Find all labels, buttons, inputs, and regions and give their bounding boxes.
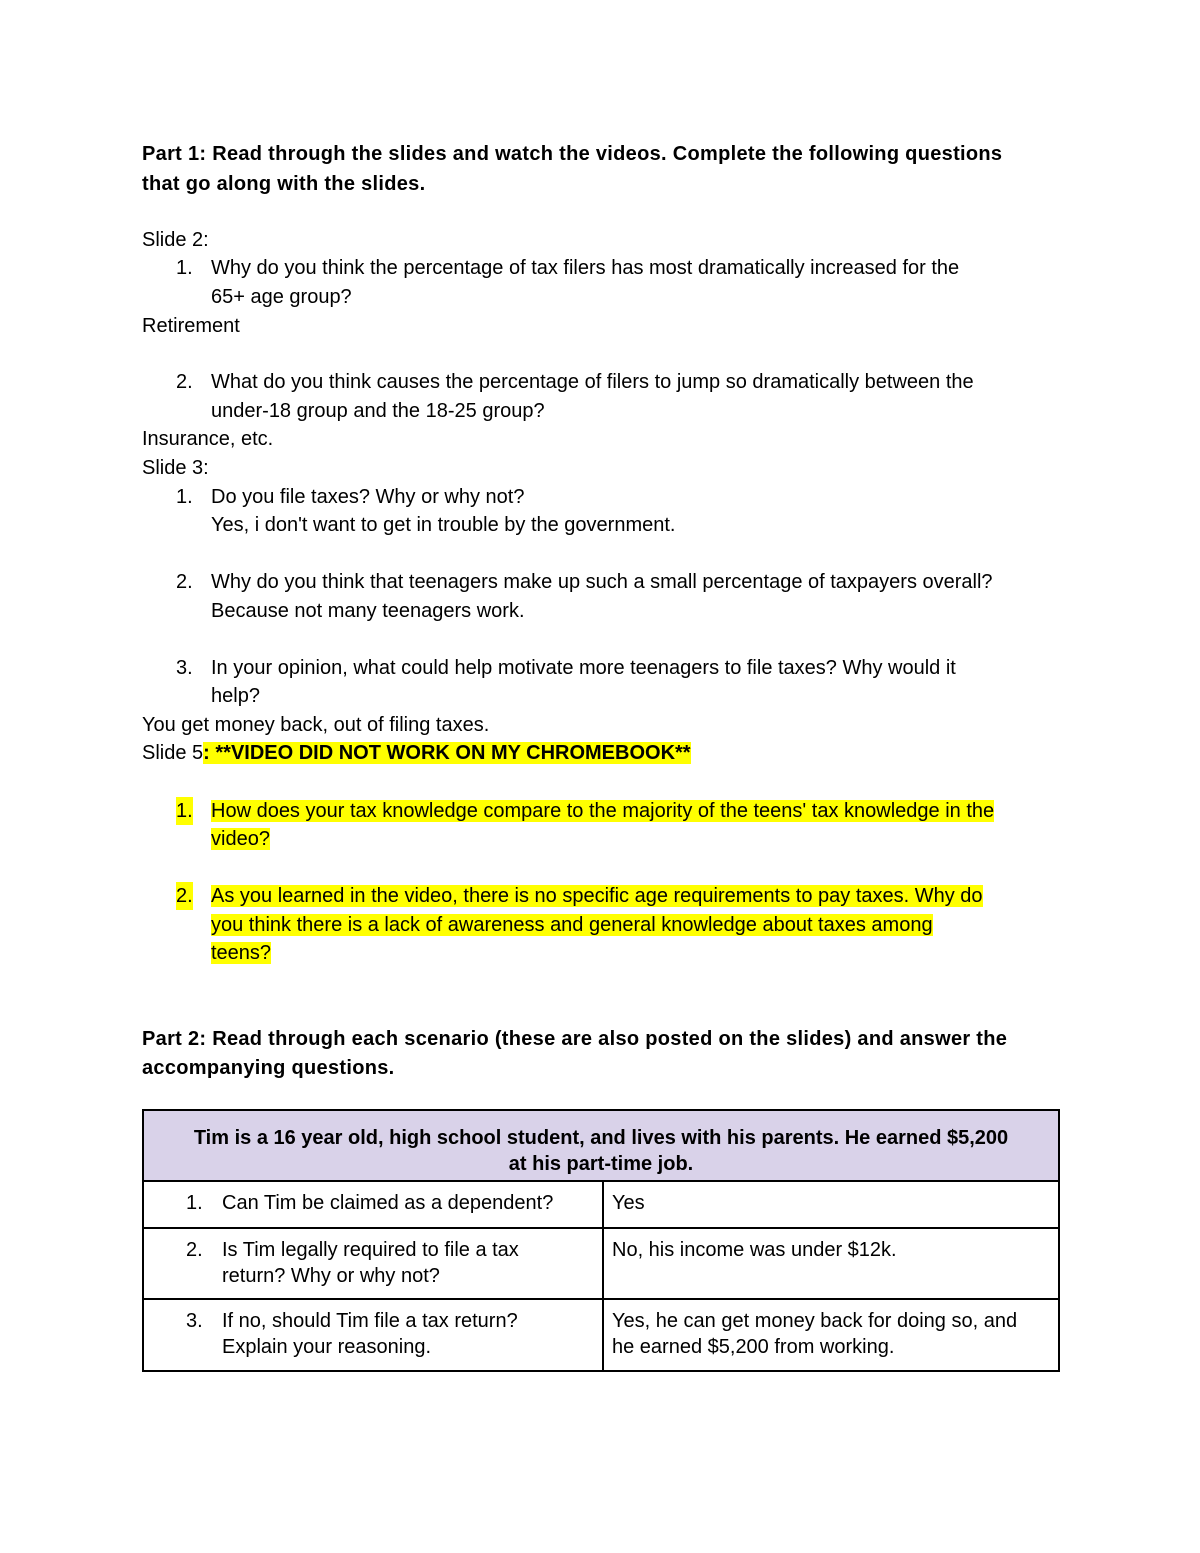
question-cell xyxy=(143,1228,603,1299)
slide5-q2-line2: you think there is a lack of awareness and general knowledge about taxes among xyxy=(211,914,933,936)
answer-cell xyxy=(603,1181,1059,1228)
slide3-q3-line2: help? xyxy=(211,685,260,707)
slide5-q1-line1: How does your tax knowledge compare to the majority of the teens' tax knowledge in the xyxy=(211,800,995,822)
slide5-q1-line2-wrap xyxy=(211,825,270,853)
question-cell xyxy=(143,1181,603,1228)
table-row xyxy=(143,1299,1059,1371)
slide5-label: Slide 5 xyxy=(142,742,204,764)
slide3-q3-line1: In your opinion, what could help motivate more teenagers to file taxes? Why would it xyxy=(211,657,956,679)
scenario-table xyxy=(142,1109,1060,1372)
slide3-q1-line1: Do you file taxes? Why or why not? xyxy=(211,486,525,508)
answer-line2: he earned $5,200 from working. xyxy=(612,1336,895,1358)
slide3-q1-number: 1. xyxy=(176,486,193,508)
part2-heading-line1: Part 2: Read through each scenario (these are also posted on the slides) and answer the xyxy=(142,1028,1008,1050)
slide5-q2-line3-wrap xyxy=(211,939,271,967)
slide2-q1-line2: 65+ age group? xyxy=(211,286,352,308)
answer-cell xyxy=(603,1228,1059,1299)
table-row xyxy=(143,1228,1059,1299)
slide2-q2-line1: What do you think causes the percentage of filers to jump so dramatically between the xyxy=(211,371,974,393)
slide2-q1-answer: Retirement xyxy=(142,315,240,337)
slide5-q2-number: 2. xyxy=(176,882,193,910)
slide3-q3-answer: You get money back, out of filing taxes. xyxy=(142,714,490,736)
question-number: 3. xyxy=(186,1310,203,1332)
slide2-q2-answer: Insurance, etc. xyxy=(142,428,274,450)
slide5-label-line xyxy=(142,739,691,767)
part1-heading-line2: that go along with the slides. xyxy=(142,173,426,195)
table-row xyxy=(143,1181,1059,1228)
question-number: 1. xyxy=(186,1192,203,1214)
slide3-q1-answer: Yes, i don't want to get in trouble by the government. xyxy=(211,514,676,536)
scenario-header xyxy=(143,1110,1059,1181)
slide3-label: Slide 3: xyxy=(142,457,209,479)
slide5-q1-number: 1. xyxy=(176,797,193,825)
answer-cell xyxy=(603,1299,1059,1371)
slide5-video-note: : **VIDEO DID NOT WORK ON MY CHROMEBOOK** xyxy=(203,742,691,764)
answer-line1: No, his income was under $12k. xyxy=(612,1239,897,1261)
slide2-label: Slide 2: xyxy=(142,229,209,251)
question-number: 2. xyxy=(186,1239,203,1261)
answer-line1: Yes, he can get money back for doing so, and xyxy=(612,1310,1018,1332)
scenario-header-row xyxy=(143,1110,1059,1181)
scenario-header-line1: Tim is a 16 year old, high school student, and lives with his parents. He earned $5,200 xyxy=(193,1127,1009,1149)
slide3-q2-line1: Why do you think that teenagers make up such a small percentage of taxpayers overall? xyxy=(211,571,993,593)
question-line2: return? Why or why not? xyxy=(222,1265,440,1287)
slide3-q2-number: 2. xyxy=(176,571,193,593)
slide5-q2-line1: As you learned in the video, there is no specific age requirements to pay taxes. Why do xyxy=(211,885,983,907)
part2-heading-line2: accompanying questions. xyxy=(142,1057,395,1079)
question-cell xyxy=(143,1299,603,1371)
slide5-q2-line2-wrap xyxy=(211,911,933,939)
slide5-q1-line1-wrap xyxy=(211,797,994,825)
question-line1: Is Tim legally required to file a tax xyxy=(222,1239,519,1261)
slide3-q2-answer: Because not many teenagers work. xyxy=(211,600,525,622)
slide5-q2-line3: teens? xyxy=(211,942,272,964)
answer-line1: Yes xyxy=(612,1192,645,1214)
question-line1: Can Tim be claimed as a dependent? xyxy=(222,1192,554,1214)
scenario-header-line2: at his part-time job. xyxy=(508,1153,694,1175)
slide2-q2-line2: under-18 group and the 18-25 group? xyxy=(211,400,545,422)
question-line2: Explain your reasoning. xyxy=(222,1336,432,1358)
question-line1: If no, should Tim file a tax return? xyxy=(222,1310,518,1332)
slide5-q2-line1-wrap xyxy=(211,882,983,910)
slide2-q1-line1: Why do you think the percentage of tax filers has most dramatically increased for the xyxy=(211,257,960,279)
part1-heading-line1: Part 1: Read through the slides and watch the videos. Complete the following questions xyxy=(142,143,1003,165)
slide3-q3-number: 3. xyxy=(176,657,193,679)
slide2-q1-number: 1. xyxy=(176,257,193,279)
slide5-q1-line2: video? xyxy=(211,828,270,850)
slide2-q2-number: 2. xyxy=(176,371,193,393)
